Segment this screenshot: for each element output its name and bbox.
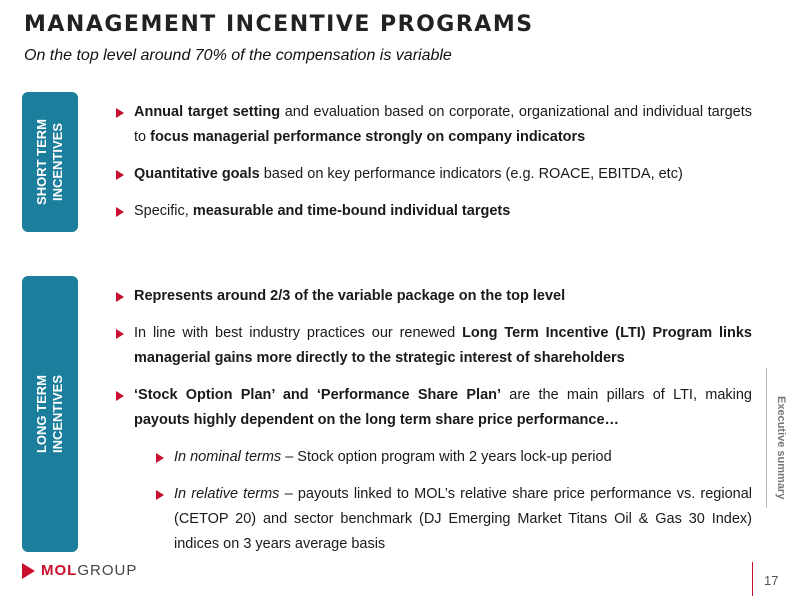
bullet-arrow-icon [116, 391, 124, 401]
section-side-label-text: Executive summary [775, 396, 787, 500]
bullet-bold: focus managerial performance strongly on company indicators [150, 129, 586, 145]
long-term-bullet-list [114, 284, 752, 557]
bullet-text: – payouts linked to MOL’s relative share price performance vs. regional (CETOP 20) and sector benchmark (DJ Emerging Market Titans Oil & Gas 30 Index) indices on 3 years average basis [174, 486, 752, 552]
bullet-bold: measurable and time-bound individual targets [192, 203, 511, 219]
bullet-text: In line with best industry practices our renewed [134, 325, 463, 341]
logo-wordmark [41, 562, 137, 579]
mol-group-logo [22, 562, 137, 579]
sub-list-item [154, 445, 752, 470]
list-item [114, 100, 752, 150]
bullet-bold: Quantitative goals [134, 166, 260, 182]
bullet-text: Specific, [134, 203, 193, 219]
bullet-italic: In relative terms [174, 486, 280, 502]
bullet-text: – Stock option program with 2 years lock-up period [281, 449, 612, 465]
long-term-incentives-tab [22, 276, 78, 552]
list-item [114, 383, 752, 433]
logo-arrow-icon [22, 563, 35, 579]
logo-mol-text: MOL [41, 562, 78, 579]
bullet-bold: Represents around 2/3 of the variable package on the top level [134, 288, 566, 304]
list-item [114, 199, 752, 224]
bullet-bold: Annual target setting [134, 104, 281, 120]
section-side-label [766, 368, 800, 508]
bullet-text: and evaluation based on corporate, organizational and individual targets to [134, 104, 752, 145]
bullet-arrow-icon [116, 329, 124, 339]
bullet-arrow-icon [116, 207, 124, 217]
page-subtitle: On the top level around 70% of the compensation is variable [24, 47, 452, 64]
bullet-arrow-icon [156, 453, 164, 463]
short-term-bullet-list [114, 100, 752, 224]
sub-list-item [154, 482, 752, 557]
bullet-text: are the main pillars of LTI, making [501, 387, 752, 403]
bullet-arrow-icon [116, 108, 124, 118]
bullet-bold: ‘Stock Option Plan’ and ‘Performance Share Plan’ [134, 387, 502, 403]
footer-divider [752, 562, 753, 596]
page-number: 17 [764, 573, 779, 588]
list-item [114, 284, 752, 309]
bullet-italic: In nominal terms [174, 449, 282, 465]
bullet-text: based on key performance indicators (e.g. ROACE, EBITDA, etc) [259, 166, 683, 182]
short-term-incentives-tab [22, 92, 78, 232]
bullet-arrow-icon [156, 490, 164, 500]
long-term-tab-label: LONG TERM INCENTIVES [34, 374, 66, 454]
list-item [114, 162, 752, 187]
short-term-tab-label: SHORT TERM INCENTIVES [34, 119, 66, 205]
list-item [114, 321, 752, 371]
page-title: MANAGEMENT INCENTIVE PROGRAMS [24, 12, 534, 37]
bullet-bold: payouts highly dependent on the long term share price performance… [134, 412, 620, 428]
bullet-arrow-icon [116, 170, 124, 180]
bullet-bold: Long Term Incentive (LTI) Program links managerial gains more directly to the strategic interest of shareholders [134, 325, 752, 366]
logo-group-text: GROUP [77, 562, 138, 579]
bullet-arrow-icon [116, 292, 124, 302]
